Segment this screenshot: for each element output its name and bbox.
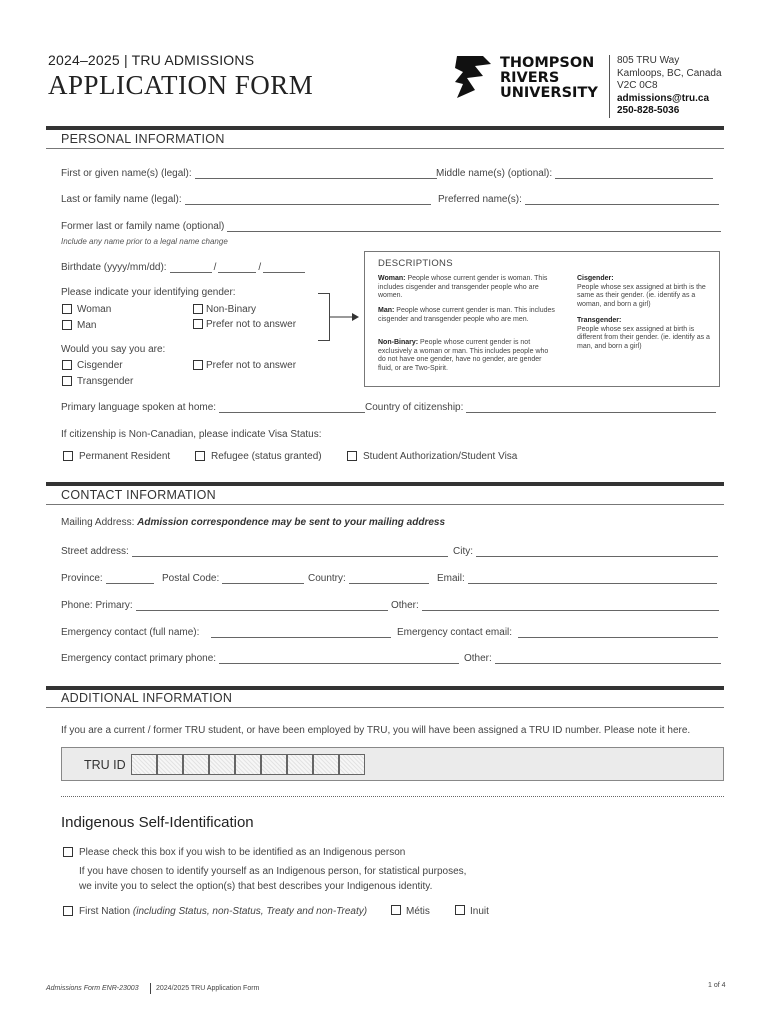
section-bar-personal	[46, 126, 724, 130]
desc-woman: Woman: People whose current gender is woman. This includes cisgender and transgender people who are women.	[378, 275, 548, 300]
man-checkbox[interactable]	[62, 320, 72, 330]
tru-id-digit[interactable]	[157, 754, 183, 775]
section-bar-contact	[46, 482, 724, 486]
permanent-resident-label: Permanent Resident	[79, 451, 171, 462]
gender-prompt: Please indicate your identifying gender:	[61, 287, 236, 298]
preferred-name-label: Preferred name(s):	[438, 194, 522, 205]
citizenship-label: Country of citizenship:	[365, 402, 464, 413]
emergency-other-label: Other:	[464, 653, 492, 664]
tru-id-digit[interactable]	[313, 754, 339, 775]
section-underline	[46, 504, 724, 505]
primary-language-label: Primary language spoken at home:	[61, 402, 217, 413]
emergency-phone-field[interactable]	[61, 653, 459, 664]
inuit-label: Inuit	[470, 906, 489, 917]
province-field[interactable]	[61, 573, 154, 584]
desc-cisgender: Cisgender: People whose sex assigned at birth is the same as their gender. (ie. identify as a woman, and born a girl)	[577, 275, 706, 308]
province-label: Province:	[61, 573, 103, 584]
middle-name-field[interactable]	[436, 168, 713, 179]
postal-code-field[interactable]	[162, 573, 304, 584]
birthdate-label: Birthdate (yyyy/mm/dd):	[61, 262, 167, 273]
dotted-divider	[61, 796, 724, 797]
form-title: APPLICATION FORM	[48, 70, 314, 100]
cisgender-checkbox[interactable]	[62, 360, 72, 370]
indigenous-check-label: Please check this box if you wish to be identified as an Indigenous person	[79, 847, 406, 858]
transgender-checkbox[interactable]	[62, 376, 72, 386]
visa-prompt: If citizenship is Non-Canadian, please indicate Visa Status:	[61, 429, 322, 440]
first-nation-label: First Nation (including Status, non-Status, Treaty and non-Treaty)	[79, 906, 368, 917]
section-title-contact: CONTACT INFORMATION	[61, 488, 216, 502]
logo-line-2: RIVERS	[500, 70, 560, 86]
phone-other-label: Other:	[391, 600, 419, 611]
tru-logo-icon	[453, 54, 493, 104]
first-name-label: First or given name(s) (legal):	[61, 168, 192, 179]
indigenous-title: Indigenous Self-Identification	[61, 814, 254, 831]
email-label: Email:	[437, 573, 465, 584]
section-underline	[46, 707, 724, 708]
section-underline	[46, 148, 724, 149]
logo-line-1: THOMPSON	[500, 55, 595, 71]
former-name-note: Include any name prior to a legal name change	[61, 237, 228, 246]
cisgender-label: Cisgender	[77, 360, 123, 371]
address-email: admissions@tru.ca	[617, 92, 710, 104]
contact-address	[609, 55, 722, 118]
trans-prefer-not-checkbox[interactable]	[193, 360, 203, 370]
phone-primary-label: Phone: Primary:	[61, 600, 133, 611]
tru-id-digit[interactable]	[339, 754, 365, 775]
city-label: City:	[453, 546, 473, 557]
tru-id-digit[interactable]	[183, 754, 209, 775]
email-field[interactable]	[437, 573, 717, 584]
gender-prefer-not-label: Prefer not to answer	[206, 319, 297, 330]
desc-nonbinary: Non-Binary: People whose current gender is not exclusively a woman or man. This includes people who do not have one gender, have no gender, are gender fluid, or are Two-Spirit.	[378, 339, 549, 372]
tru-id-digit[interactable]	[287, 754, 313, 775]
student-visa-checkbox[interactable]	[347, 451, 357, 461]
indigenous-para-1: If you have chosen to identify yourself as an Indigenous person, for statistical purposes,	[79, 866, 467, 877]
desc-transgender: Transgender: People whose sex assigned at birth is different from their gender. (ie. identify as a man, and born a girl)	[577, 317, 710, 350]
emergency-name-field[interactable]	[61, 627, 391, 638]
metis-label: Métis	[406, 906, 430, 917]
middle-name-label: Middle name(s) (optional):	[436, 168, 553, 179]
first-name-field[interactable]	[61, 168, 437, 179]
phone-other-field[interactable]	[391, 600, 719, 611]
country-label: Country:	[308, 573, 346, 584]
page-number: 1 of 4	[708, 982, 726, 989]
refugee-checkbox[interactable]	[195, 451, 205, 461]
woman-checkbox[interactable]	[62, 304, 72, 314]
last-name-field[interactable]	[61, 194, 431, 205]
permanent-resident-checkbox[interactable]	[63, 451, 73, 461]
footer-form-name: 2024/2025 TRU Application Form	[156, 985, 260, 992]
tru-id-note: If you are a current / former TRU student, or have been employed by TRU, you will have been assigned a TRU ID number. Please note it here.	[61, 725, 691, 736]
footer-form-id: Admissions Form ENR-23003	[46, 985, 139, 992]
citizenship-field[interactable]	[365, 402, 716, 413]
non-binary-checkbox[interactable]	[193, 304, 203, 314]
phone-primary-field[interactable]	[61, 600, 388, 611]
postal-code-label: Postal Code:	[162, 573, 220, 584]
tru-id-digit[interactable]	[131, 754, 157, 775]
indigenous-checkbox[interactable]	[63, 847, 73, 857]
arrow-right-icon	[330, 310, 360, 322]
transgender-label: Transgender	[77, 376, 134, 387]
bracket	[318, 293, 330, 341]
woman-label: Woman	[77, 304, 112, 315]
emergency-email-field[interactable]	[397, 627, 718, 638]
inuit-checkbox[interactable]	[455, 905, 465, 915]
indigenous-para-2: we invite you to select the option(s) that best describes your Indigenous identity.	[79, 881, 433, 892]
man-label: Man	[77, 320, 97, 331]
form-subtitle: 2024–2025 | TRU ADMISSIONS	[48, 52, 255, 68]
address-city: Kamloops, BC, Canada	[617, 67, 722, 79]
emergency-phone-label: Emergency contact primary phone:	[61, 653, 217, 664]
emergency-name-label: Emergency contact (full name):	[61, 627, 200, 638]
address-postal: V2C 0C8	[617, 80, 658, 91]
trans-prompt: Would you say you are:	[61, 344, 166, 355]
former-name-label: Former last or family name (optional)	[61, 221, 225, 232]
section-bar-additional	[46, 686, 724, 690]
address-phone: 250-828-5036	[617, 105, 680, 116]
refugee-label: Refugee (status granted)	[211, 451, 322, 462]
student-visa-label: Student Authorization/Student Visa	[363, 451, 518, 462]
desc-man: Man: People whose current gender is man. This includes cisgender and transgender people who are men.	[378, 307, 555, 323]
tru-id-digit[interactable]	[235, 754, 261, 775]
non-binary-label: Non-Binary	[206, 304, 257, 315]
address-street: 805 TRU Way	[617, 55, 680, 66]
tru-id-digit[interactable]	[261, 754, 287, 775]
logo-wordmark	[500, 56, 598, 101]
trans-prefer-not-label: Prefer not to answer	[206, 360, 297, 371]
tru-id-digit[interactable]	[209, 754, 235, 775]
section-title-additional: ADDITIONAL INFORMATION	[61, 691, 233, 705]
logo-line-3: UNIVERSITY	[500, 85, 598, 101]
tru-id-box	[61, 747, 724, 781]
descriptions-title: DESCRIPTIONS	[378, 258, 453, 269]
street-field[interactable]	[61, 546, 448, 557]
gender-prefer-not-checkbox[interactable]	[193, 319, 203, 329]
former-name-field[interactable]	[61, 221, 721, 232]
emergency-other-field[interactable]	[464, 653, 721, 664]
section-title-personal: PERSONAL INFORMATION	[61, 132, 225, 146]
tru-id-label: TRU ID	[84, 758, 126, 772]
preferred-name-field[interactable]	[438, 194, 719, 205]
first-nation-checkbox[interactable]	[63, 906, 73, 916]
street-label: Street address:	[61, 546, 129, 557]
emergency-email-label: Emergency contact email:	[397, 627, 513, 638]
mailing-address-heading: Mailing Address: Admission correspondence may be sent to your mailing address	[61, 517, 446, 528]
last-name-label: Last or family name (legal):	[61, 194, 182, 205]
birthdate-field[interactable]: Birthdate (yyyy/mm/dd): / /	[61, 262, 305, 273]
metis-checkbox[interactable]	[391, 905, 401, 915]
city-field[interactable]	[453, 546, 718, 557]
primary-language-field[interactable]	[61, 402, 365, 413]
footer-divider	[150, 983, 151, 994]
country-field[interactable]	[308, 573, 429, 584]
